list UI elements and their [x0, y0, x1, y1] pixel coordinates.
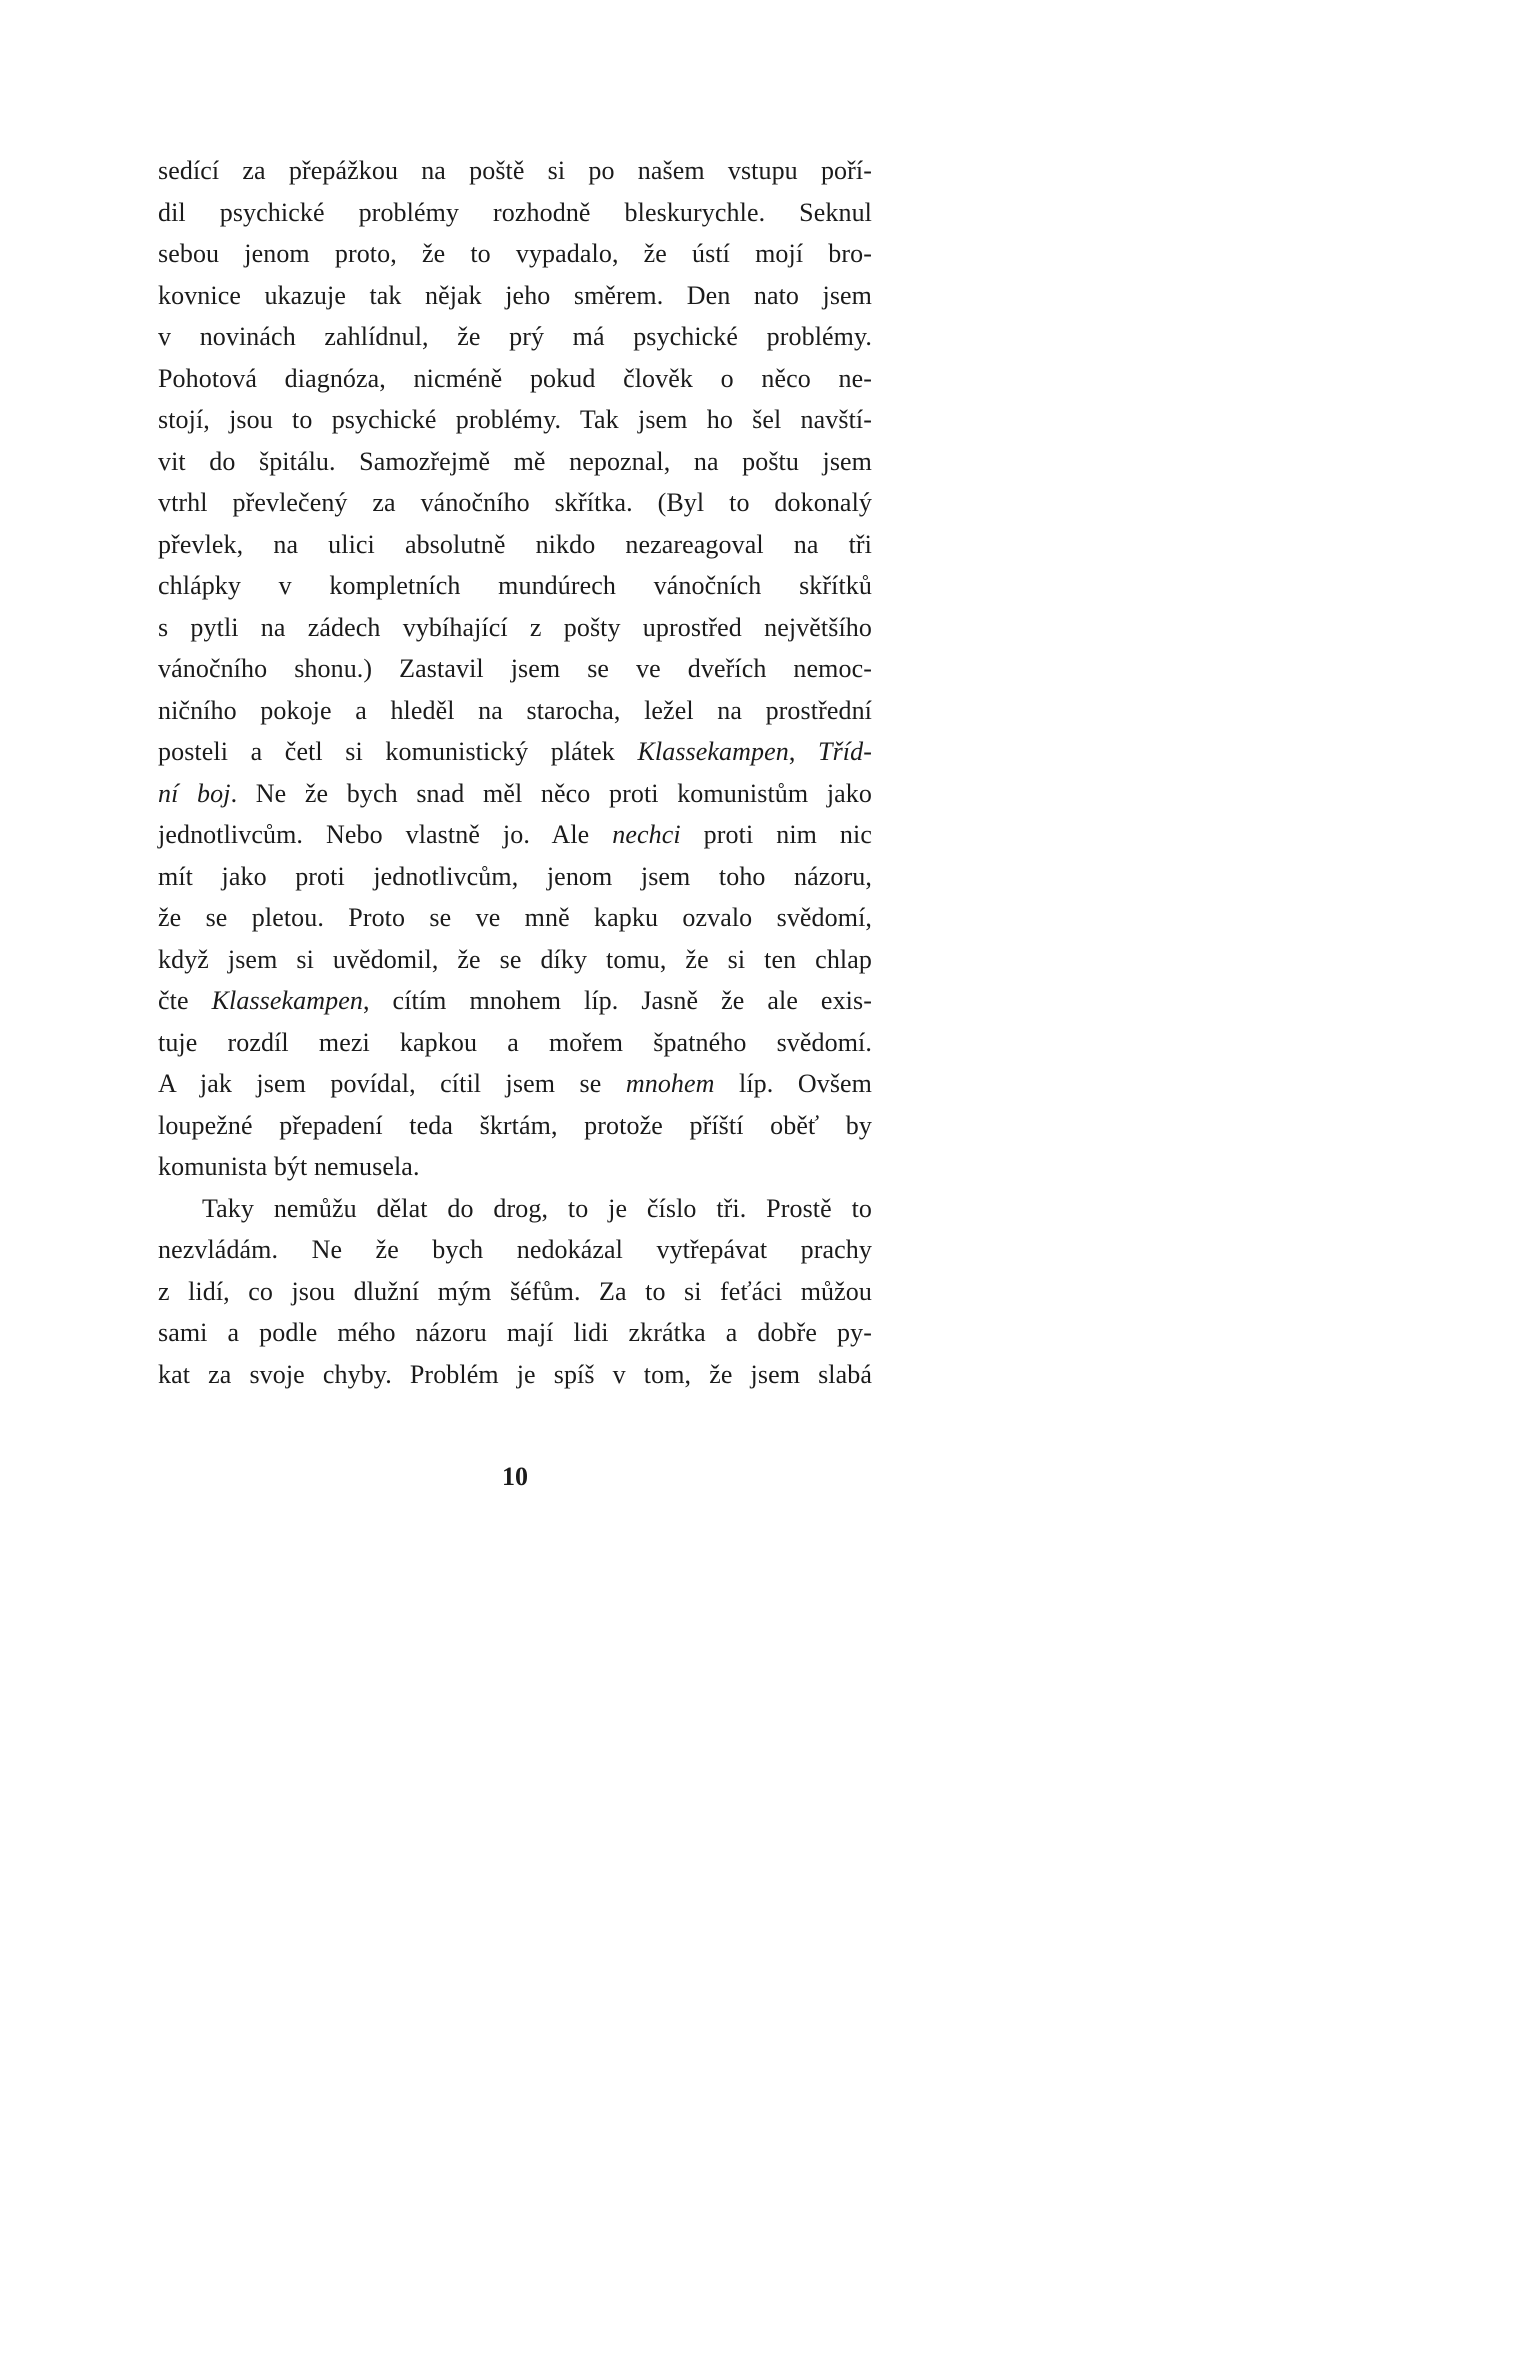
text-run: A jak jsem povídal, cítil jsem se — [158, 1069, 626, 1098]
text-run: čte — [158, 986, 212, 1015]
text-line — [158, 1354, 872, 1396]
text-run: mít jako proti jednotlivcům, jenom jsem toho názoru, — [158, 861, 872, 891]
text-line — [158, 150, 872, 192]
text-run: jednotlivcům. Nebo vlastně jo. Ale — [158, 820, 613, 849]
text-run: když jsem si uvědomil, že se díky tomu, že si ten chlap — [158, 944, 872, 974]
text-line — [158, 192, 872, 234]
text-line — [158, 773, 872, 815]
text-run: z lidí, co jsou dlužní mým šéfům. Za to si feťáci můžou — [158, 1276, 872, 1306]
text-line — [158, 1022, 872, 1064]
italic-text-run: nechci — [612, 820, 681, 849]
text-run: v novinách zahlídnul, že prý má psychické problémy. — [158, 322, 872, 351]
text-run: , — [788, 737, 819, 766]
text-run: . Ne že bych snad měl něco proti komunistům jako — [230, 778, 872, 808]
italic-text-run: mnohem — [625, 1069, 715, 1098]
text-line — [158, 482, 872, 524]
text-run: stojí, jsou to psychické problémy. Tak jsem ho šel navští- — [158, 405, 872, 434]
text-run: dil psychické problémy rozhodně bleskurychle. Seknul — [158, 197, 872, 227]
text-line — [158, 1063, 872, 1105]
text-line — [158, 1229, 872, 1271]
text-line — [158, 316, 872, 358]
text-run: sedící za přepážkou na poště si po našem vstupu poří- — [158, 156, 872, 185]
paragraph — [158, 150, 872, 1188]
text-run: Taky nemůžu dělat do drog, to je číslo tři. Prostě to — [202, 1193, 872, 1223]
text-run: komunista být nemusela. — [158, 1152, 420, 1181]
text-line — [158, 1188, 872, 1230]
text-run: sebou jenom proto, že to vypadalo, že ústí mojí bro- — [158, 239, 872, 268]
text-run: tuje rozdíl mezi kapkou a mořem špatného svědomí. — [158, 1027, 872, 1057]
text-run: proti nim nic — [680, 820, 872, 849]
italic-text-run: ní boj — [158, 778, 231, 808]
text-line — [158, 1105, 872, 1147]
text-line — [158, 856, 872, 898]
text-line — [158, 565, 872, 607]
text-line — [158, 939, 872, 981]
text-line — [158, 1271, 872, 1313]
text-run: loupežné přepadení teda škrtám, protože příští oběť by — [158, 1110, 872, 1140]
text-line — [158, 897, 872, 939]
text-run: nezvládám. Ne že bych nedokázal vytřepávat prachy — [158, 1235, 872, 1264]
text-run: převlek, na ulici absolutně nikdo nezareagoval na tři — [158, 529, 872, 559]
text-run: kat za svoje chyby. Problém je spíš v tom, že jsem slabá — [158, 1359, 872, 1389]
text-run: , cítím mnohem líp. Jasně že ale exis- — [362, 986, 872, 1015]
italic-text-run: Klassekampen — [211, 986, 363, 1015]
text-line — [158, 524, 872, 566]
text-run: sami a podle mého názoru mají lidi zkrátka a dobře py- — [158, 1318, 872, 1347]
text-run: Pohotová diagnóza, nicméně pokud člověk o něco ne- — [158, 363, 872, 393]
text-run: s pytli na zádech vybíhající z pošty uprostřed největšího — [158, 612, 872, 642]
text-line — [158, 607, 872, 649]
text-run: vtrhl převlečený za vánočního skřítka. (Byl to dokonalý — [158, 488, 872, 517]
paragraph — [158, 1188, 872, 1396]
text-line — [158, 648, 872, 690]
text-line — [158, 358, 872, 400]
text-run: kovnice ukazuje tak nějak jeho směrem. Den nato jsem — [158, 280, 872, 310]
page-number: 10 — [502, 1462, 528, 1491]
italic-text-run: Klassekampen — [637, 737, 789, 766]
text-run: že se pletou. Proto se ve mně kapku ozvalo svědomí, — [158, 903, 872, 932]
text-run: posteli a četl si komunistický plátek — [158, 737, 638, 766]
text-line — [158, 275, 872, 317]
text-run: vánočního shonu.) Zastavil jsem se ve dveřích nemoc- — [158, 654, 872, 683]
text-run: ničního pokoje a hleděl na starocha, ležel na prostřední — [158, 695, 872, 725]
text-line — [158, 1312, 872, 1354]
text-run: chlápky v kompletních mundúrech vánočních skřítků — [158, 571, 872, 600]
text-line — [158, 1146, 872, 1188]
text-run: vit do špitálu. Samozřejmě mě nepoznal, na poštu jsem — [158, 446, 872, 476]
italic-text-run: Tříd- — [818, 737, 872, 766]
text-line — [158, 731, 872, 773]
text-line — [158, 814, 872, 856]
text-line — [158, 233, 872, 275]
text-run: líp. Ovšem — [714, 1069, 872, 1098]
text-block — [158, 150, 872, 1395]
text-line — [158, 980, 872, 1022]
text-line — [158, 399, 872, 441]
text-line — [158, 690, 872, 732]
text-line — [158, 441, 872, 483]
